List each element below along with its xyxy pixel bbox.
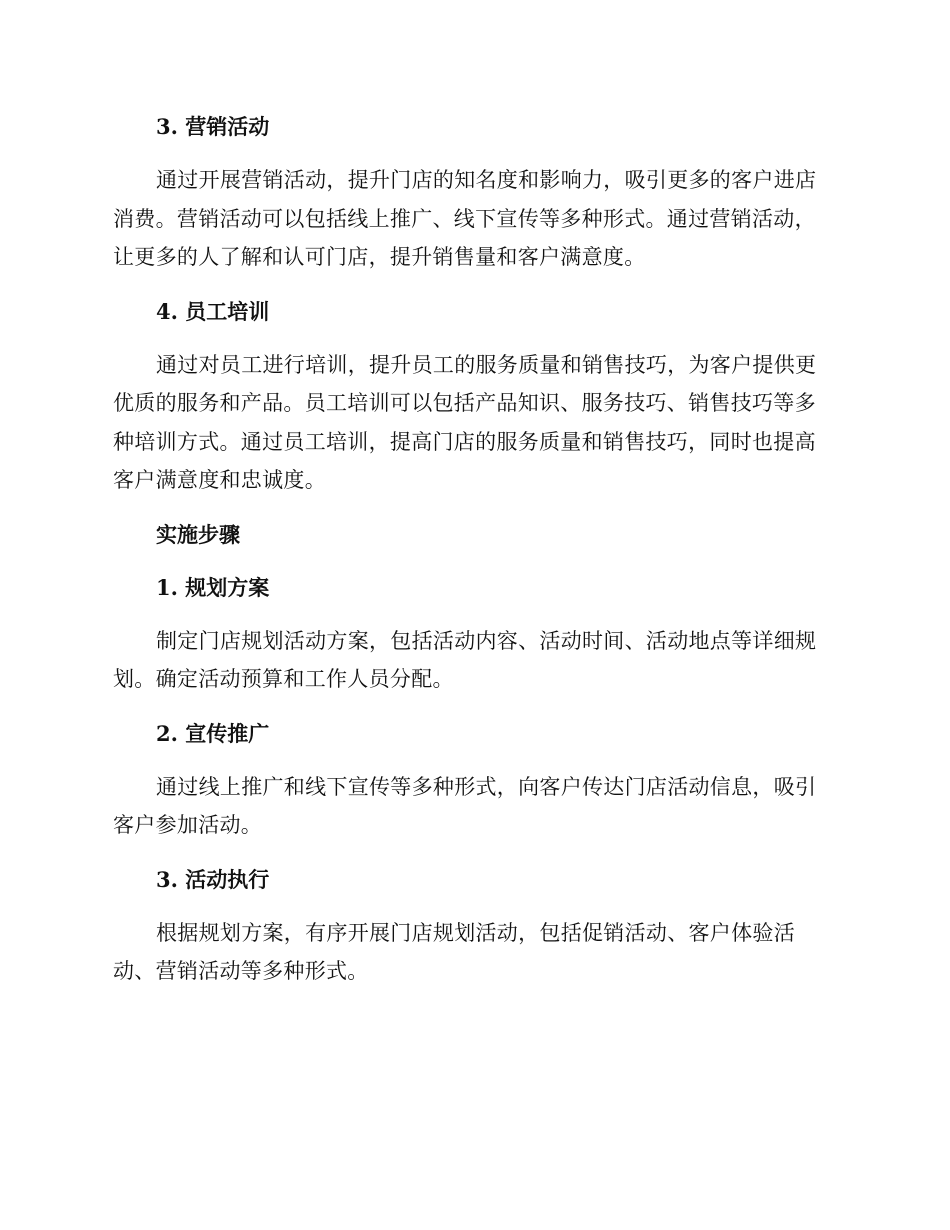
step-paragraph-plan: 制定门店规划活动方案，包括活动内容、活动时间、活动地点等详细规划。确定活动预算和工作人员分配。 xyxy=(113,628,817,691)
section-heading-marketing: 3. 营销活动 xyxy=(156,114,270,139)
section-heading-training: 4. 员工培训 xyxy=(156,298,270,324)
section-paragraph-training: 通过对员工进行培训，提升员工的服务质量和销售技巧，为客户提供更优质的服务和产品。员工培训可以包括产品知识、服务技巧、销售技巧等多种培训方式。通过员工培训，提高门店的服务质量和销售技巧，同时也提高客户满意度和忠诚度。 xyxy=(113,352,817,492)
step-paragraph-promotion: 通过线上推广和线下宣传等多种形式，向客户传达门店活动信息，吸引客户参加活动。 xyxy=(113,774,817,837)
document-body xyxy=(113,108,833,991)
step-heading-execution: 3. 活动执行 xyxy=(156,866,270,892)
step-paragraph-execution: 根据规划方案，有序开展门店规划活动，包括促销活动、客户体验活动、营销活动等多种形式。 xyxy=(113,920,795,983)
section-paragraph-marketing: 通过开展营销活动，提升门店的知名度和影响力，吸引更多的客户进店消费。营销活动可以包括线上推广、线下宣传等多种形式。通过营销活动，让更多的人了解和认可门店，提升销售量和客户满意度。 xyxy=(113,168,817,269)
implementation-steps-title: 实施步骤 xyxy=(156,521,240,547)
step-heading-promotion: 2. 宣传推广 xyxy=(156,720,270,746)
step-heading-plan: 1. 规划方案 xyxy=(156,574,270,600)
